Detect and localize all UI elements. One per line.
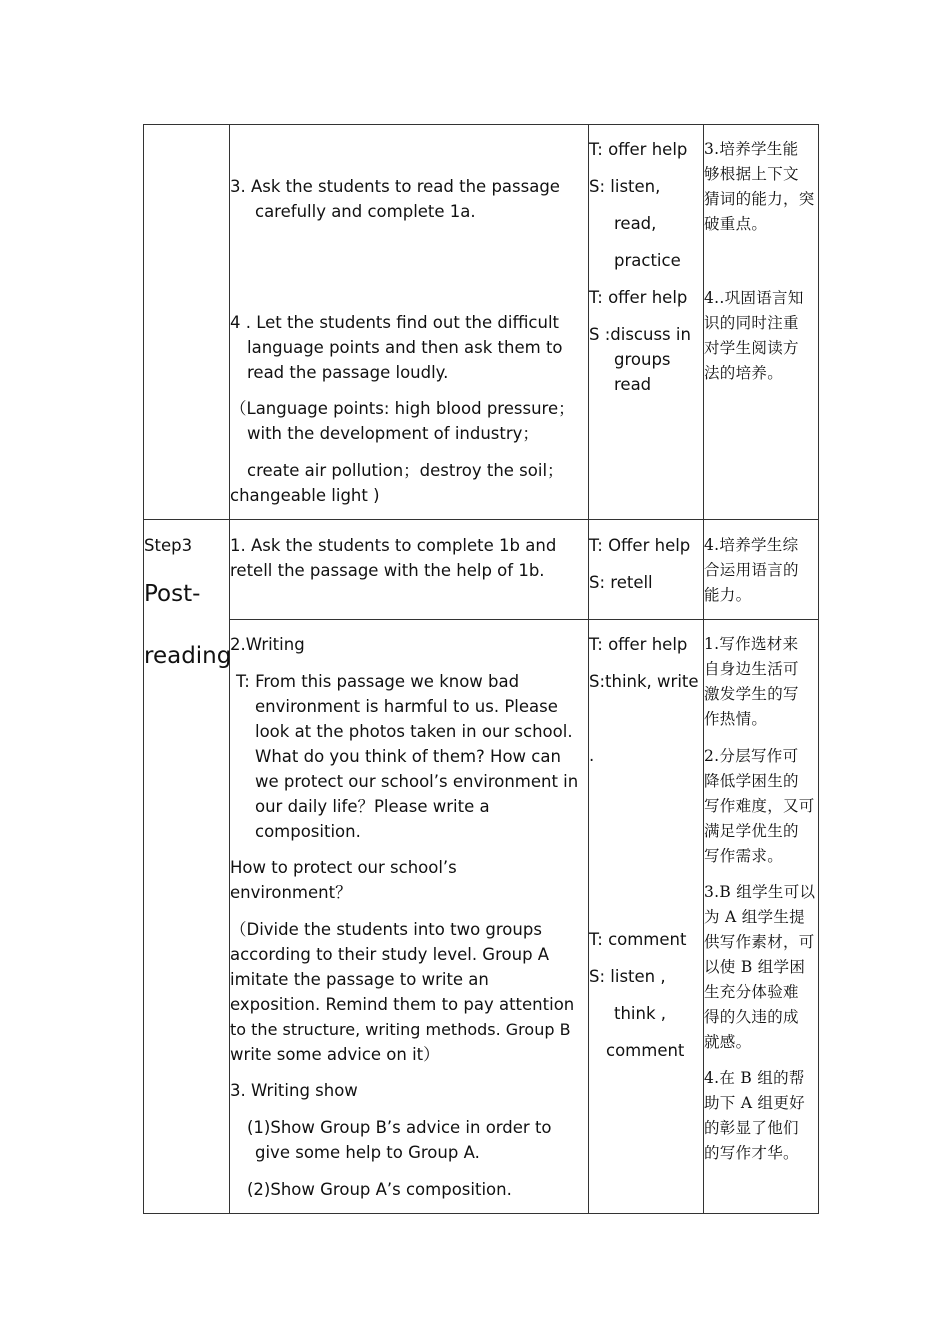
activity-teacher-offer-help: T: offer help	[589, 140, 688, 159]
table-border-top	[143, 124, 819, 125]
activity-student-practice: practice	[614, 251, 681, 270]
purpose-step3-line-1: 4.培养学生综	[704, 536, 799, 554]
writing-teacher-line-7: composition.	[255, 822, 361, 841]
activity-dot: .	[589, 746, 595, 765]
divide-groups-line-3: imitate the passage to write an	[230, 970, 489, 989]
divide-groups-line-2: according to their study level. Group A	[230, 945, 550, 964]
divide-groups-line-6: write some advice on it）	[230, 1045, 440, 1064]
writing-question-line-2: environment？	[230, 883, 352, 902]
purpose-4-line-4: 法的培养。	[704, 364, 784, 382]
activity-student-discuss: S :discuss in	[589, 325, 691, 344]
writing-purpose-1-line-1: 1.写作选材来	[704, 635, 799, 653]
language-points-line-3: create air pollution；destroy the soil；	[247, 461, 564, 480]
activity-student-retell: S: retell	[589, 573, 653, 592]
procedure-item-4-line-3: read the passage loudly.	[247, 363, 449, 382]
writing-purpose-3-line-1: 3.B 组学生可以	[704, 883, 816, 901]
procedure-item-1-line-1: 1. Ask the students to complete 1b and	[230, 536, 557, 555]
writing-purpose-3-line-4: 以使 B 组学困	[704, 958, 806, 976]
writing-title: 2.Writing	[230, 635, 305, 654]
writing-teacher-line-4: What do you think of them? How can	[255, 747, 561, 766]
purpose-step3-line-2: 合运用语言的	[704, 561, 799, 579]
activity-teacher-offer-help-2: T: offer help	[589, 288, 688, 307]
writing-show-1-line-1: (1)Show Group B’s advice in order to	[247, 1118, 552, 1137]
table-border-bottom	[143, 1213, 819, 1214]
activity-student-think: think ,	[614, 1004, 667, 1023]
writing-purpose-3-line-3: 供写作素材，可	[704, 933, 815, 951]
writing-purpose-2-line-1: 2.分层写作可	[704, 747, 799, 765]
writing-teacher-line-3: look at the photos taken in our school.	[255, 722, 573, 741]
stage-label-line-2: reading	[144, 643, 232, 669]
activity-teacher-comment: T: comment	[589, 930, 687, 949]
activity-student-read: read,	[614, 214, 657, 233]
procedure-item-3-line-1: 3. Ask the students to read the passage	[230, 177, 560, 196]
writing-purpose-1-line-2: 自身边生活可	[704, 660, 799, 678]
writing-teacher-line-6: our daily life？Please write a	[255, 797, 490, 816]
procedure-item-3-line-2: carefully and complete 1a.	[255, 202, 476, 221]
writing-purpose-2-line-5: 写作需求。	[704, 847, 784, 865]
divide-groups-line-1: （Divide the students into two groups	[230, 920, 542, 939]
purpose-4-line-3: 对学生阅读方	[704, 339, 799, 357]
writing-purpose-4-line-1: 4.在 B 组的帮	[704, 1069, 805, 1087]
activity-teacher-offer-help-3: T: Offer help	[589, 536, 691, 555]
writing-purpose-3-line-7: 就感。	[704, 1033, 752, 1051]
purpose-3-line-1: 3.培养学生能	[704, 140, 799, 158]
stage-label-line-1: Post-	[144, 581, 201, 607]
writing-purpose-3-line-2: 为 A 组学生提	[704, 908, 805, 926]
activity-teacher-offer-help-4: T: offer help	[589, 635, 688, 654]
purpose-3-line-2: 够根据上下文	[704, 165, 799, 183]
writing-question-line-1: How to protect our school’s	[230, 858, 457, 877]
language-points-line-4: changeable light )	[230, 486, 380, 505]
activity-student-comment: comment	[606, 1041, 685, 1060]
writing-purpose-2-line-3: 写作难度，又可	[704, 797, 815, 815]
language-points-line-2: with the development of industry；	[247, 424, 539, 443]
activity-student-read-2: read	[614, 375, 652, 394]
writing-show-1-line-2: give some help to Group A.	[255, 1143, 480, 1162]
procedure-item-4-line-2: language points and then ask them to	[247, 338, 563, 357]
writing-purpose-4-line-3: 的彰显了他们	[704, 1119, 799, 1137]
divide-groups-line-4: exposition. Remind them to pay attention	[230, 995, 575, 1014]
writing-teacher-line-1: T: From this passage we know bad	[236, 672, 520, 691]
language-points-line-1: （Language points: high blood pressure；	[230, 399, 575, 418]
procedure-item-1-line-2: retell the passage with the help of 1b.	[230, 561, 545, 580]
writing-purpose-4-line-2: 助下 A 组更好	[704, 1094, 805, 1112]
writing-purpose-3-line-6: 得的久违的成	[704, 1008, 799, 1026]
activity-student-think-write: S:think, write	[589, 672, 699, 691]
table-border-right	[818, 124, 819, 1214]
writing-teacher-line-2: environment is harmful to us. Please	[255, 697, 558, 716]
procedure-item-4-line-1: 4 . Let the students find out the difficult	[230, 313, 559, 332]
purpose-4-line-2: 识的同时注重	[704, 314, 799, 332]
writing-purpose-1-line-4: 作热情。	[704, 710, 768, 728]
writing-teacher-line-5: we protect our school’s environment in	[255, 772, 579, 791]
writing-purpose-2-line-4: 满足学优生的	[704, 822, 799, 840]
activity-student-listen: S: listen,	[589, 177, 661, 196]
writing-purpose-4-line-4: 的写作才华。	[704, 1144, 799, 1162]
writing-show-title: 3. Writing show	[230, 1081, 358, 1100]
purpose-3-line-3: 猜词的能力，突	[704, 190, 815, 208]
writing-purpose-2-line-2: 降低学困生的	[704, 772, 799, 790]
divide-groups-line-5: to the structure, writing methods. Group B	[230, 1020, 571, 1039]
writing-show-2: (2)Show Group A’s composition.	[247, 1180, 512, 1199]
activity-student-listen-2: S: listen ,	[589, 967, 666, 986]
writing-purpose-3-line-5: 生充分体验难	[704, 983, 799, 1001]
step-label: Step3	[144, 536, 193, 555]
activity-student-groups: groups	[614, 350, 671, 369]
purpose-step3-line-3: 能力。	[704, 586, 752, 604]
writing-purpose-1-line-3: 激发学生的写	[704, 685, 799, 703]
row-divider-2	[229, 619, 819, 620]
row-divider-1	[143, 519, 819, 520]
purpose-3-line-4: 破重点。	[704, 215, 768, 233]
purpose-4-line-1: 4..巩固语言知	[704, 289, 804, 307]
